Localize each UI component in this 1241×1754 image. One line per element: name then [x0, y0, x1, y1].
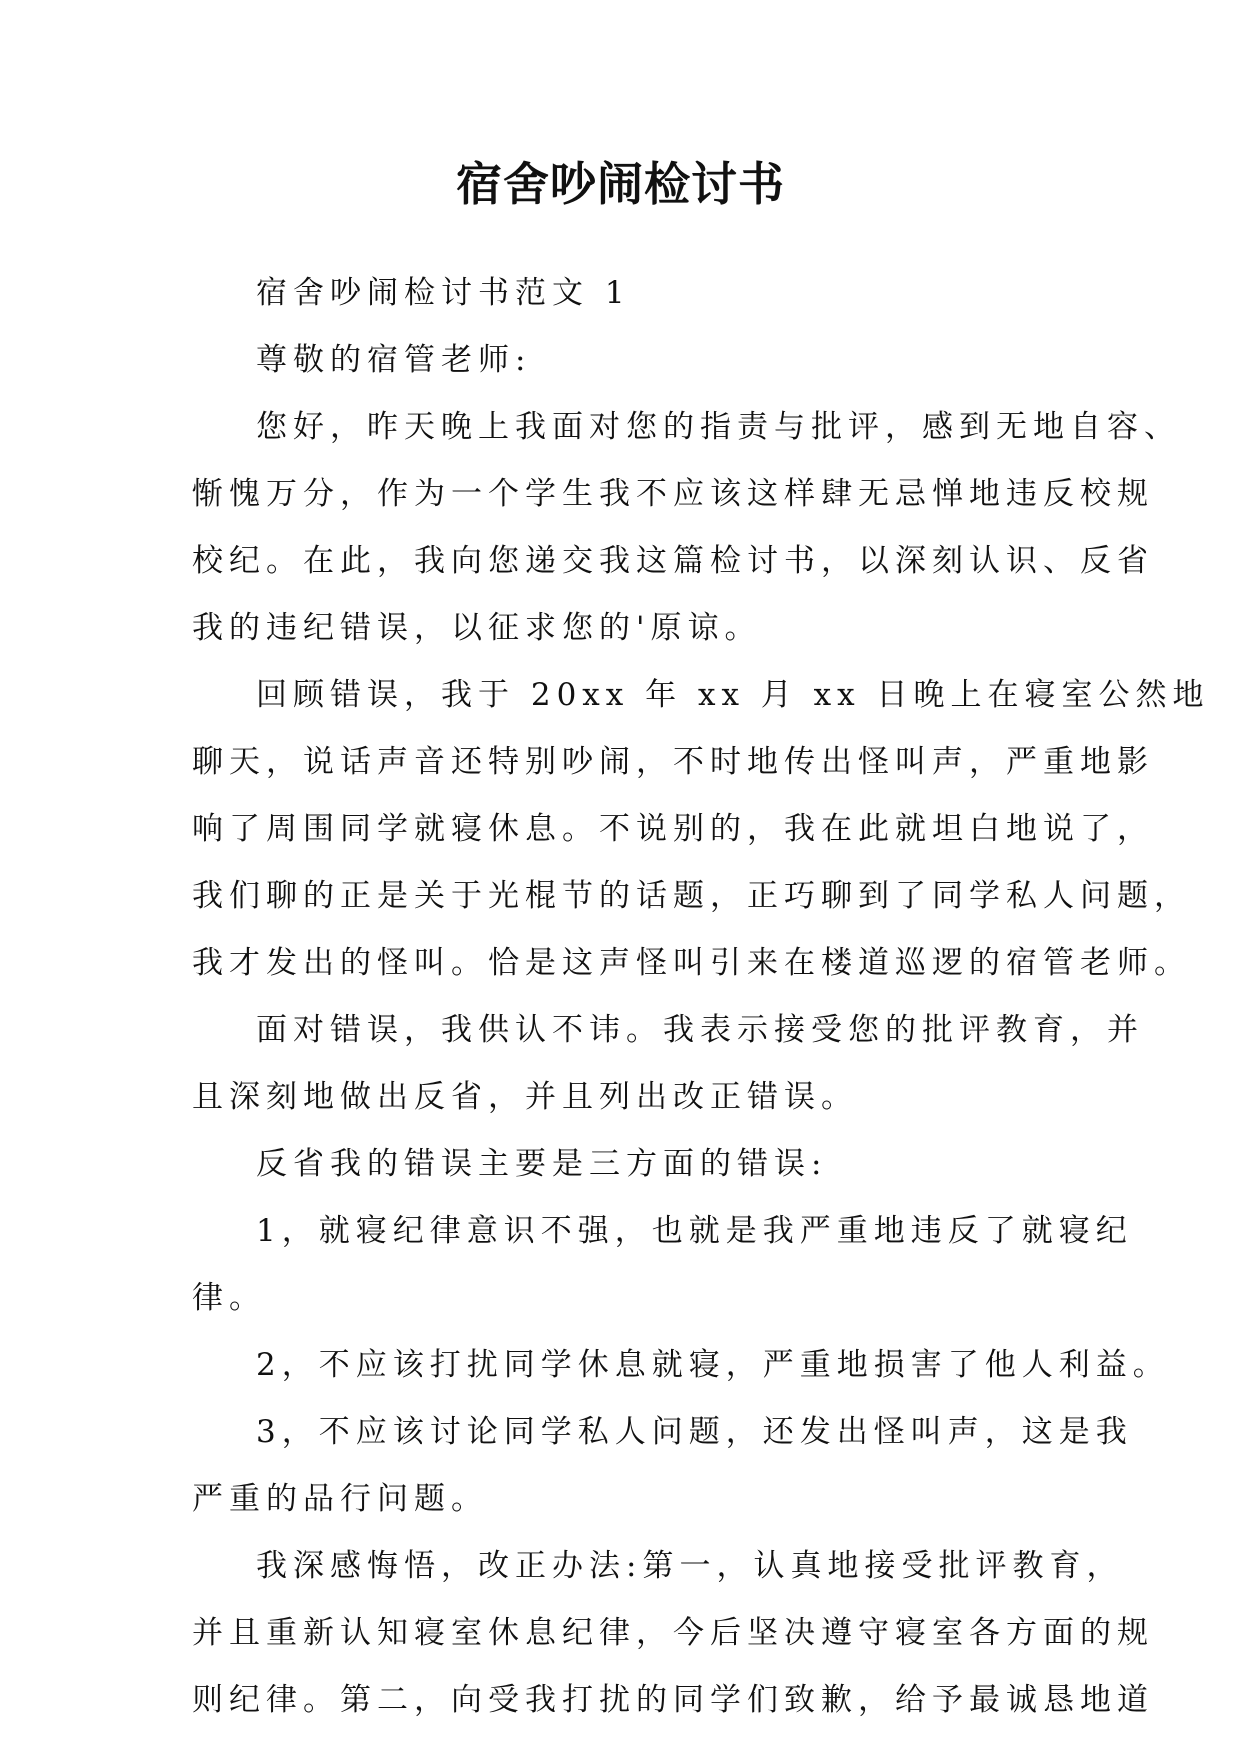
text-line: 面对错误，我供认不讳。我表示接受您的批评教育，并: [256, 1012, 1144, 1048]
text-line: 惭愧万分，作为一个学生我不应该这样肆无忌惮地违反校规: [192, 476, 1154, 512]
paragraph: [192, 662, 1210, 997]
paragraph: [192, 1131, 1062, 1198]
paragraph: [192, 1533, 1154, 1734]
text-line: 我才发出的怪叫。恰是这声怪叫引来在楼道巡逻的宿管老师。: [192, 945, 1191, 981]
text-line: 并且重新认知寝室休息纪律，今后坚决遵守寝室各方面的规: [192, 1615, 1154, 1651]
paragraph: [192, 1332, 1170, 1399]
paragraph: [192, 327, 1062, 394]
text-line: 1，就寝纪律意识不强，也就是我严重地违反了就寝纪: [256, 1213, 1133, 1249]
paragraph: [192, 394, 1181, 662]
text-line: 律。: [192, 1280, 266, 1316]
text-line: 聊天，说话声音还特别吵闹，不时地传出怪叫声，严重地影: [192, 744, 1154, 780]
paragraph: [192, 1198, 1133, 1332]
text-line: 则纪律。第二，向受我打扰的同学们致歉，给予最诚恳地道: [192, 1682, 1154, 1718]
text-line: 宿舍吵闹检讨书范文 1: [256, 275, 631, 311]
text-line: 校纪。在此，我向您递交我这篇检讨书，以深刻认识、反省: [192, 543, 1154, 579]
text-line: 且深刻地做出反省，并且列出改正错误。: [192, 1079, 858, 1115]
text-line: 我们聊的正是关于光棍节的话题，正巧聊到了同学私人问题，: [192, 878, 1191, 914]
paragraph: [192, 997, 1144, 1131]
document-title: 宿舍吵闹检讨书: [456, 157, 785, 211]
text-line: 反省我的错误主要是三方面的错误:: [256, 1146, 828, 1182]
paragraph: [192, 1399, 1133, 1533]
text-line: 2，不应该打扰同学休息就寝，严重地损害了他人利益。: [256, 1347, 1170, 1383]
text-line: 我深感悔悟，改正办法:第一，认真地接受批评教育，: [256, 1548, 1124, 1584]
text-line: 我的违纪错误，以征求您的'原谅。: [192, 610, 762, 646]
text-line: 3，不应该讨论同学私人问题，还发出怪叫声，这是我: [256, 1414, 1133, 1450]
text-line: 尊敬的宿管老师:: [256, 342, 532, 378]
paragraph: [192, 260, 1062, 327]
text-line: 回顾错误，我于 20xx 年 xx 月 xx 日晚上在寝室公然地: [256, 677, 1210, 713]
text-line: 响了周围同学就寝休息。不说别的，我在此就坦白地说了，: [192, 811, 1154, 847]
text-line: 您好，昨天晚上我面对您的指责与批评，感到无地自容、: [256, 409, 1181, 445]
text-line: 严重的品行问题。: [192, 1481, 488, 1517]
document-body: [192, 260, 1210, 1734]
